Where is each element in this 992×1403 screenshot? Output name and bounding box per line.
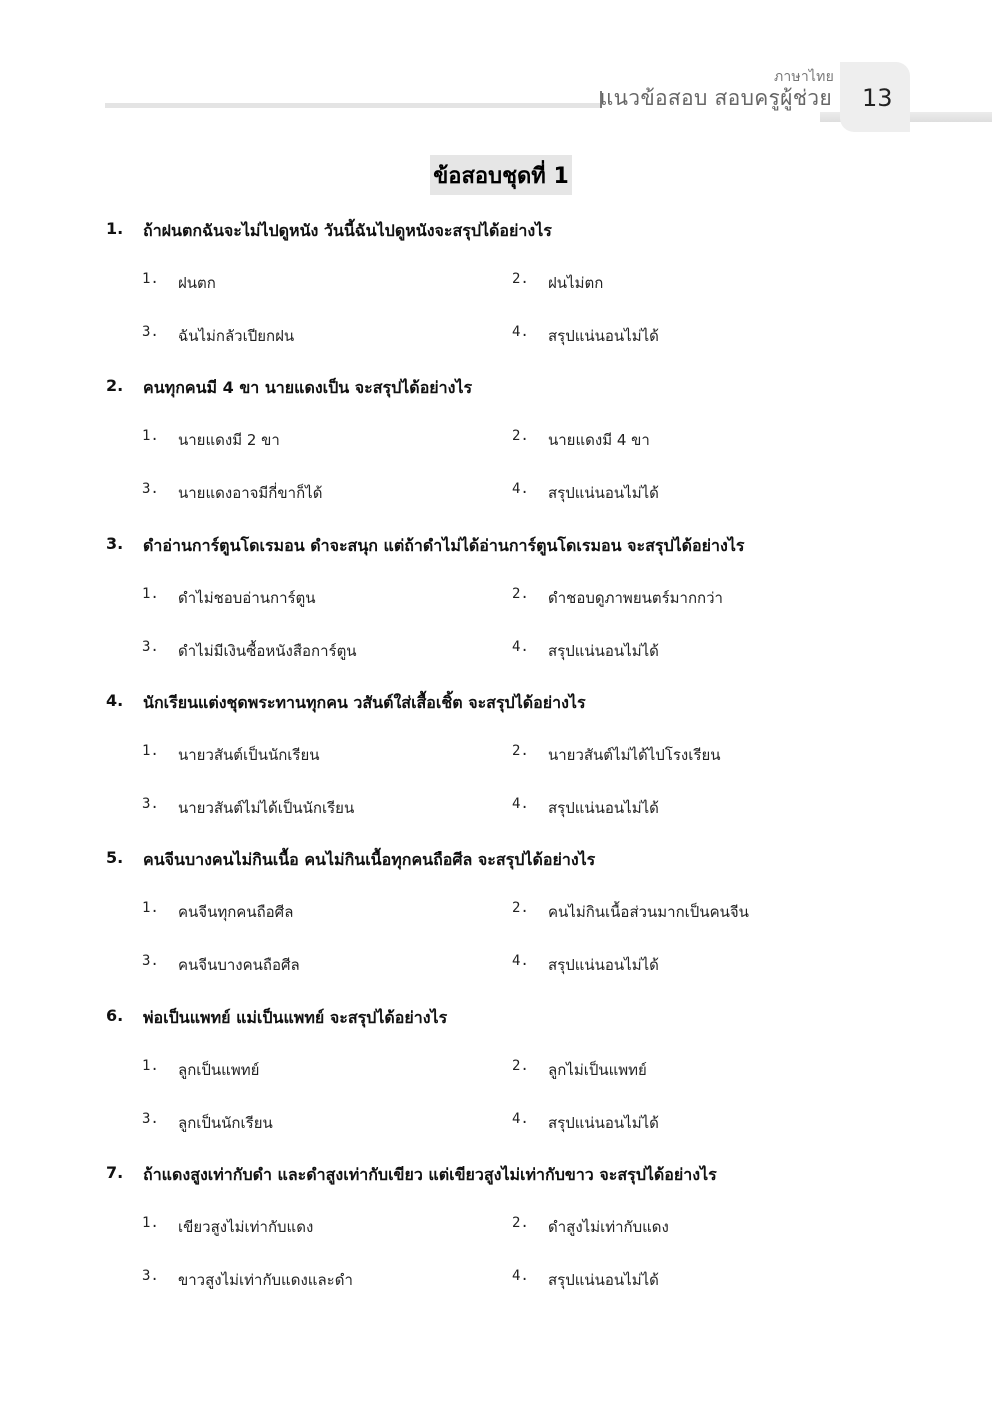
choice-text: สรุปแน่นอนไม่ได้ <box>548 1271 659 1289</box>
choice-number: 3. <box>142 953 159 969</box>
choice-text: คนไม่กินเนื้อส่วนมากเป็นคนจีน <box>548 903 749 921</box>
choice-number: 4. <box>512 796 529 812</box>
question-number: 4. <box>106 691 124 710</box>
choice-number: 1. <box>142 1058 159 1074</box>
choice-number: 4. <box>512 639 529 655</box>
question-text: นักเรียนแต่งชุดพระทานทุกคน วสันต์ใส่เสื้อเชิ้ต จะสรุปได้อย่างไร <box>143 693 586 712</box>
question-text: ดำอ่านการ์ตูนโดเรมอน ดำจะสนุก แต่ถ้าดำไม่ได้อ่านการ์ตูนโดเรมอน จะสรุปได้อย่างไร <box>143 536 745 555</box>
choice-number: 2. <box>512 1215 529 1231</box>
choice-number: 2. <box>512 1058 529 1074</box>
choice-number: 3. <box>142 1111 159 1127</box>
choice-number: 2. <box>512 743 529 759</box>
question-text: คนจีนบางคนไม่กินเนื้อ คนไม่กินเนื้อทุกคนถือศีล จะสรุปได้อย่างไร <box>143 850 596 869</box>
choice-text: สรุปแน่นอนไม่ได้ <box>548 642 659 660</box>
choice-number: 1. <box>142 900 159 916</box>
question-text: ถ้าฝนตกฉันจะไม่ไปดูหนัง วันนี้ฉันไปดูหนังจะสรุปได้อย่างไร <box>143 221 552 240</box>
question-number: 5. <box>106 848 124 867</box>
choice-text: ฝนไม่ตก <box>548 274 604 292</box>
choice-number: 3. <box>142 1268 159 1284</box>
question-number: 6. <box>106 1006 124 1025</box>
question-text: คนทุกคนมี 4 ขา นายแดงเป็น จะสรุปได้อย่างไร <box>143 378 473 397</box>
choice-text: ดำชอบดูภาพยนตร์มากกว่า <box>548 589 723 607</box>
question-text: ถ้าแดงสูงเท่ากับดำ และดำสูงเท่ากับเขียว แต่เขียวสูงไม่เท่ากับขาว จะสรุปได้อย่างไร <box>143 1165 717 1184</box>
choice-text: ฉันไม่กลัวเปียกฝน <box>178 327 295 345</box>
question-number: 3. <box>106 534 124 553</box>
choice-number: 3. <box>142 481 159 497</box>
choice-number: 2. <box>512 586 529 602</box>
choice-number: 4. <box>512 324 529 340</box>
header-subject: ภาษาไทย <box>773 69 834 85</box>
choice-text: นายวสันต์เป็นนักเรียน <box>178 746 320 764</box>
choice-text: สรุปแน่นอนไม่ได้ <box>548 799 659 817</box>
choice-text: สรุปแน่นอนไม่ได้ <box>548 1114 659 1132</box>
header-rule-left <box>105 103 600 108</box>
choice-text: ขาวสูงไม่เท่ากับแดงและดำ <box>178 1271 353 1289</box>
choice-text: ลูกเป็นนักเรียน <box>178 1114 273 1132</box>
choice-text: สรุปแน่นอนไม่ได้ <box>548 327 659 345</box>
choice-number: 3. <box>142 796 159 812</box>
question-number: 2. <box>106 376 124 395</box>
choice-text: ดำไม่มีเงินซื้อหนังสือการ์ตูน <box>178 642 357 660</box>
choice-text: ลูกเป็นแพทย์ <box>178 1061 260 1079</box>
page-number: 13 <box>862 84 893 112</box>
choice-text: สรุปแน่นอนไม่ได้ <box>548 484 659 502</box>
choice-number: 1. <box>142 1215 159 1231</box>
choice-text: ดำสูงไม่เท่ากับแดง <box>548 1218 669 1236</box>
choice-text: สรุปแน่นอนไม่ได้ <box>548 956 659 974</box>
choice-number: 3. <box>142 639 159 655</box>
choice-text: ลูกไม่เป็นแพทย์ <box>548 1061 647 1079</box>
choice-text: เขียวสูงไม่เท่ากับแดง <box>178 1218 314 1236</box>
choice-text: นายแดงอาจมีกี่ขาก็ได้ <box>178 484 323 502</box>
choice-text: ฝนตก <box>178 274 216 292</box>
header-book-title: แนวข้อสอบ สอบครูผู้ช่วย <box>599 86 832 110</box>
choice-text: คนจีนบางคนถือศีล <box>178 956 300 974</box>
question-text: พ่อเป็นแพทย์ แม่เป็นแพทย์ จะสรุปได้อย่างไร <box>143 1008 448 1027</box>
choice-number: 3. <box>142 324 159 340</box>
question-number: 1. <box>106 219 124 238</box>
choice-number: 4. <box>512 1268 529 1284</box>
choice-number: 4. <box>512 1111 529 1127</box>
choice-text: นายแดงมี 4 ขา <box>548 431 650 449</box>
choice-text: นายวสันต์ไม่ได้เป็นนักเรียน <box>178 799 355 817</box>
choice-number: 4. <box>512 953 529 969</box>
choice-number: 1. <box>142 743 159 759</box>
choice-number: 2. <box>512 428 529 444</box>
choice-text: นายแดงมี 2 ขา <box>178 431 280 449</box>
choice-number: 4. <box>512 481 529 497</box>
choice-number: 2. <box>512 900 529 916</box>
choice-text: ดำไม่ชอบอ่านการ์ตูน <box>178 589 316 607</box>
choice-text: คนจีนทุกคนถือศีล <box>178 903 294 921</box>
choice-number: 1. <box>142 586 159 602</box>
choice-number: 2. <box>512 271 529 287</box>
question-number: 7. <box>106 1163 124 1182</box>
choice-text: นายวสันต์ไม่ได้ไปโรงเรียน <box>548 746 721 764</box>
choice-number: 1. <box>142 271 159 287</box>
set-title: ข้อสอบชุดที่ 1 <box>430 155 572 195</box>
choice-number: 1. <box>142 428 159 444</box>
